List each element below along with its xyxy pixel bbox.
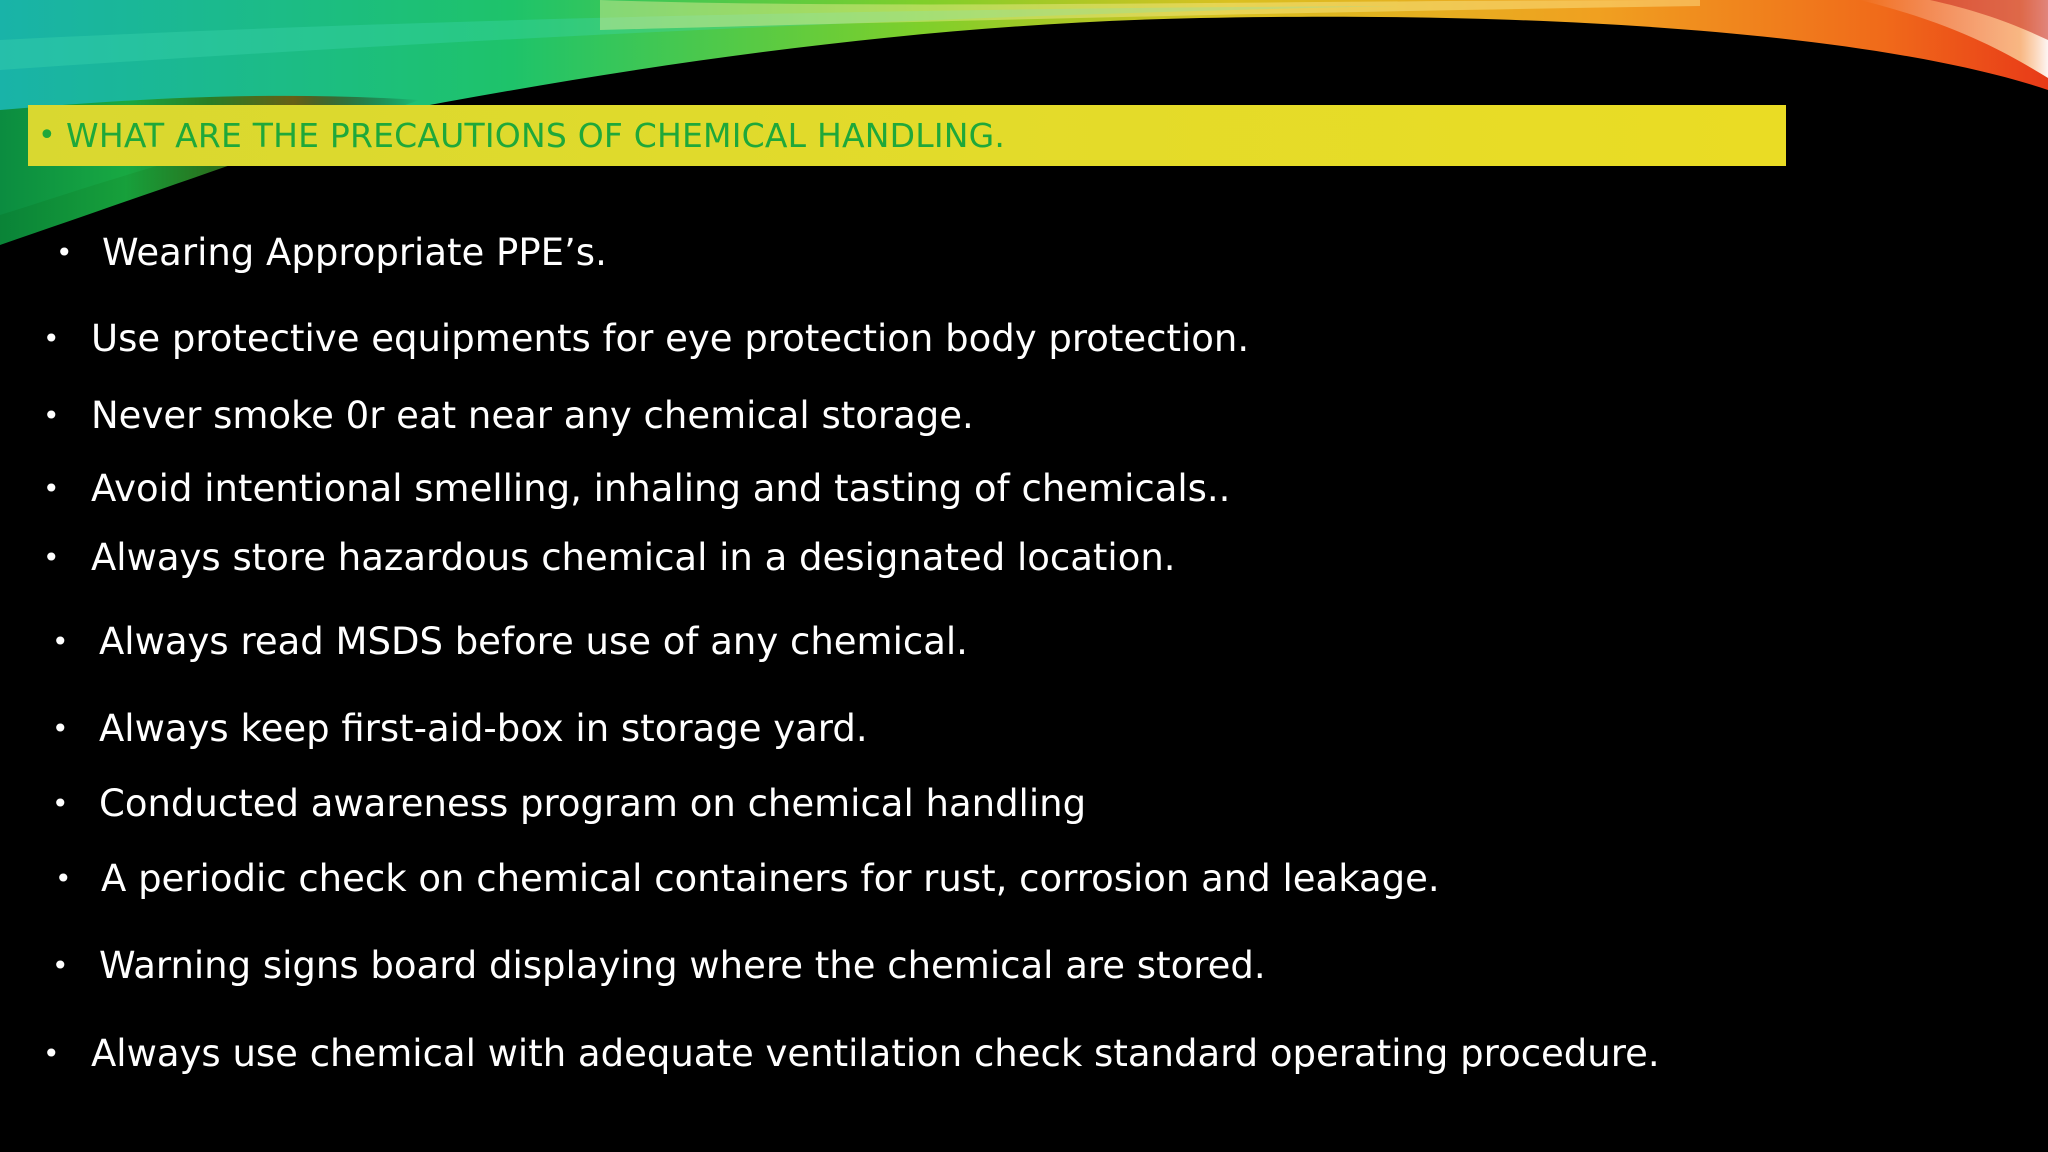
list-item-text: Always read MSDS before use of any chemical. bbox=[99, 620, 968, 663]
slide-title: WHAT ARE THE PRECAUTIONS OF CHEMICAL HANDLING. bbox=[66, 116, 1006, 155]
title-bar bbox=[28, 105, 1786, 166]
title-bullet: • bbox=[38, 118, 56, 153]
list-item-text: Always store hazardous chemical in a designated location. bbox=[91, 536, 1176, 579]
list-item-text: Always use chemical with adequate ventilation check standard operating procedure. bbox=[91, 1032, 1660, 1075]
list-item-text: Always keep first-aid-box in storage yard. bbox=[99, 707, 868, 750]
slide: • WHAT ARE THE PRECAUTIONS OF CHEMICAL HANDLING. • Wearing Appropriate PPE’s. • Use protective equipments for eye protection body protection. • Never smoke 0r eat near any chemical storage. • Avoid intentional smelling, inhaling and tasting of chemicals.. • Always store hazardous chemical in a designated location. • Always read MSDS before use of any chemical. • Always keep first-aid-box in storage yard. • Conducted awareness program on chemical handling • A periodic check on chemical containers for rust, corrosion and leakage. • Warning signs board displaying where the chemical are stored. • Always use chemical with adequate ventilation check standard operating procedure. bbox=[0, 0, 2048, 1152]
list-item-text: Wearing Appropriate PPE’s. bbox=[102, 231, 607, 274]
list-item-text: Never smoke 0r eat near any chemical storage. bbox=[91, 394, 974, 437]
list-item-text: Use protective equipments for eye protection body protection. bbox=[91, 317, 1250, 360]
list-item-text: Warning signs board displaying where the chemical are stored. bbox=[99, 944, 1266, 987]
list-item-text: A periodic check on chemical containers for rust, corrosion and leakage. bbox=[101, 857, 1440, 900]
list-item-text: Conducted awareness program on chemical handling bbox=[99, 782, 1087, 825]
list-item-text: Avoid intentional smelling, inhaling and tasting of chemicals.. bbox=[91, 467, 1231, 510]
